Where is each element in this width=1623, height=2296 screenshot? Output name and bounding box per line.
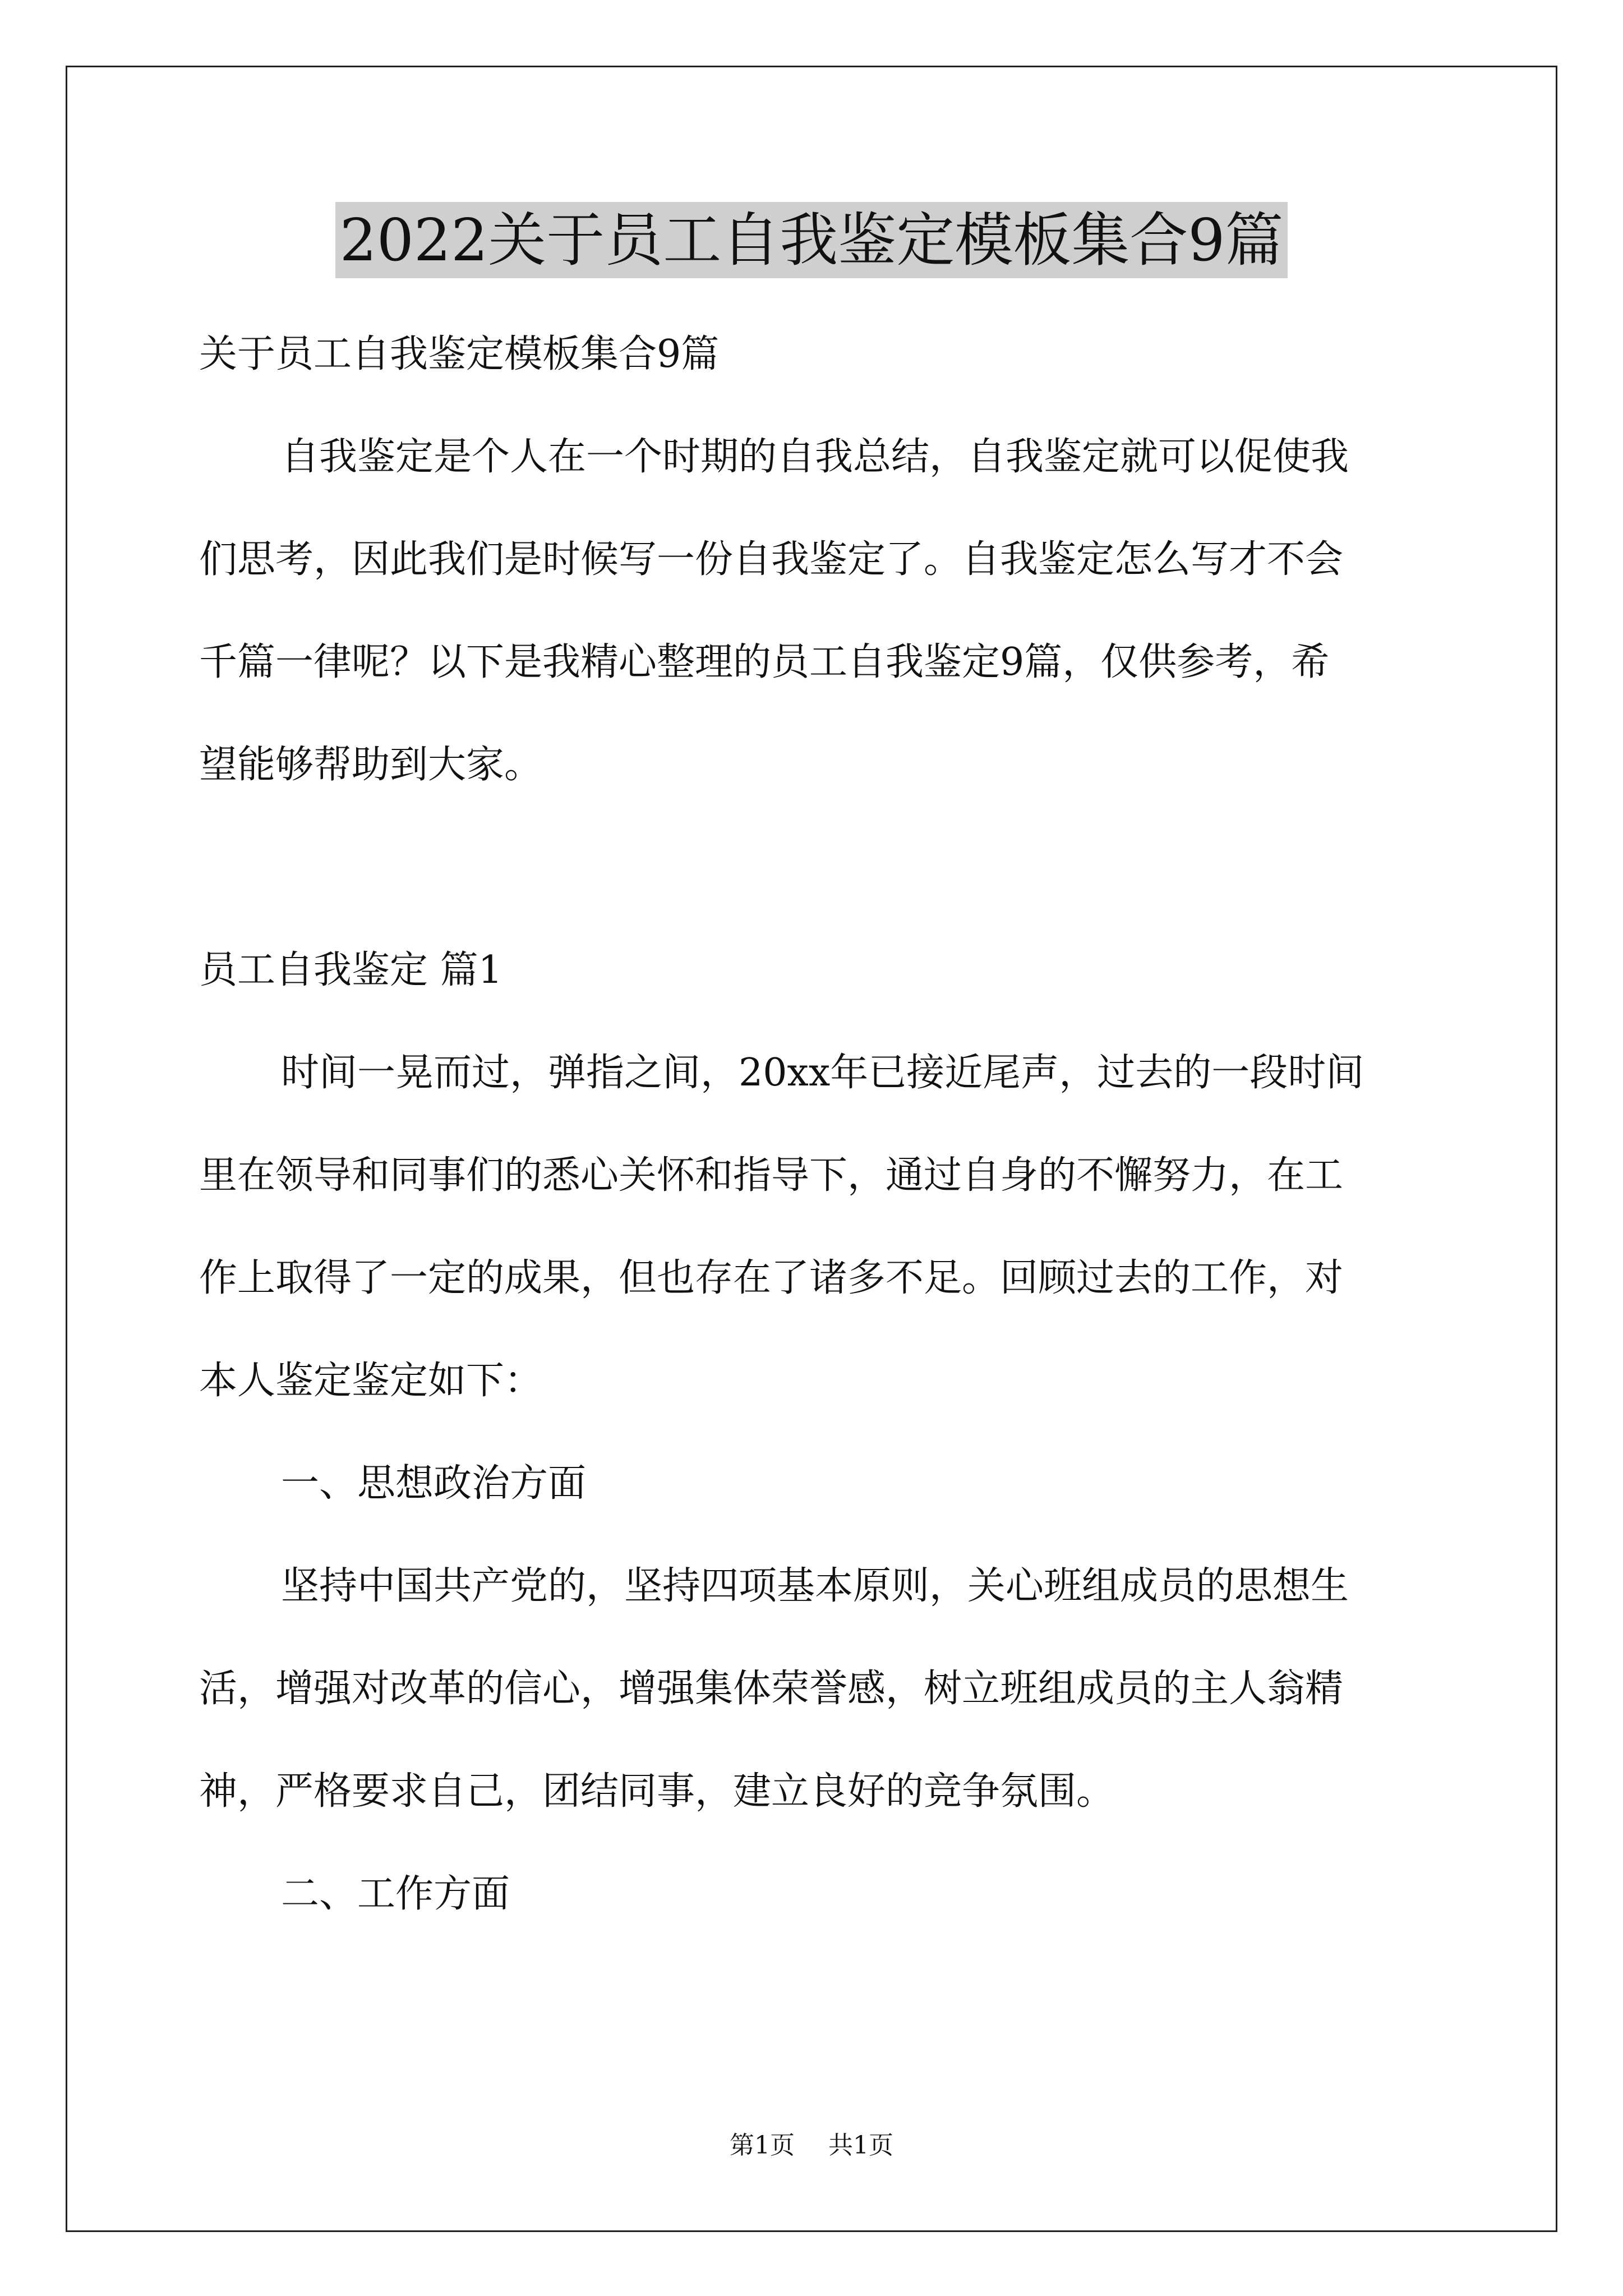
body-paragraph-line: 时间一晃而过，弹指之间，20xx年已接近尾声，过去的一段时间 (281, 1051, 1364, 1095)
intro-paragraph-line: 望能够帮助到大家。 (199, 743, 543, 787)
page-number: 第1页 (730, 2131, 795, 2160)
intro-paragraph-line: 自我鉴定是个人在一个时期的自我总结，自我鉴定就可以促使我 (281, 435, 1349, 479)
page-total: 共1页 (828, 2131, 893, 2160)
blank-line (199, 816, 1433, 919)
body-paragraph-line: 作上取得了一定的成果，但也存在了诸多不足。回顾过去的工作，对 (199, 1256, 1344, 1300)
subtitle-line: 关于员工自我鉴定模板集合9篇 (199, 332, 720, 376)
body-paragraph-line: 神，严格要求自己，团结同事，建立良好的竞争氛围。 (199, 1769, 1115, 1814)
body-paragraph-line: 坚持中国共产党的，坚持四项基本原则，关心班组成员的思想生 (281, 1564, 1349, 1608)
body-paragraph-line: 活，增强对改革的信心，增强集体荣誉感，树立班组成员的主人翁精 (199, 1667, 1344, 1711)
subsection-heading: 一、思想政治方面 (281, 1461, 587, 1506)
document-body (199, 303, 1433, 1945)
page-footer (0, 2129, 1623, 2162)
title-container (0, 202, 1623, 278)
body-paragraph-line: 本人鉴定鉴定如下： (199, 1359, 543, 1403)
section-heading: 员工自我鉴定 篇1 (199, 948, 502, 992)
intro-paragraph-line: 们思考，因此我们是时候写一份自我鉴定了。自我鉴定怎么写才不会 (199, 537, 1344, 582)
subsection-heading: 二、工作方面 (281, 1872, 510, 1916)
body-paragraph-line: 里在领导和同事们的悉心关怀和指导下，通过自身的不懈努力，在工 (199, 1153, 1344, 1198)
document-title: 2022关于员工自我鉴定模板集合9篇 (335, 202, 1288, 278)
intro-paragraph-line: 千篇一律呢？以下是我精心整理的员工自我鉴定9篇，仅供参考，希 (199, 640, 1330, 684)
